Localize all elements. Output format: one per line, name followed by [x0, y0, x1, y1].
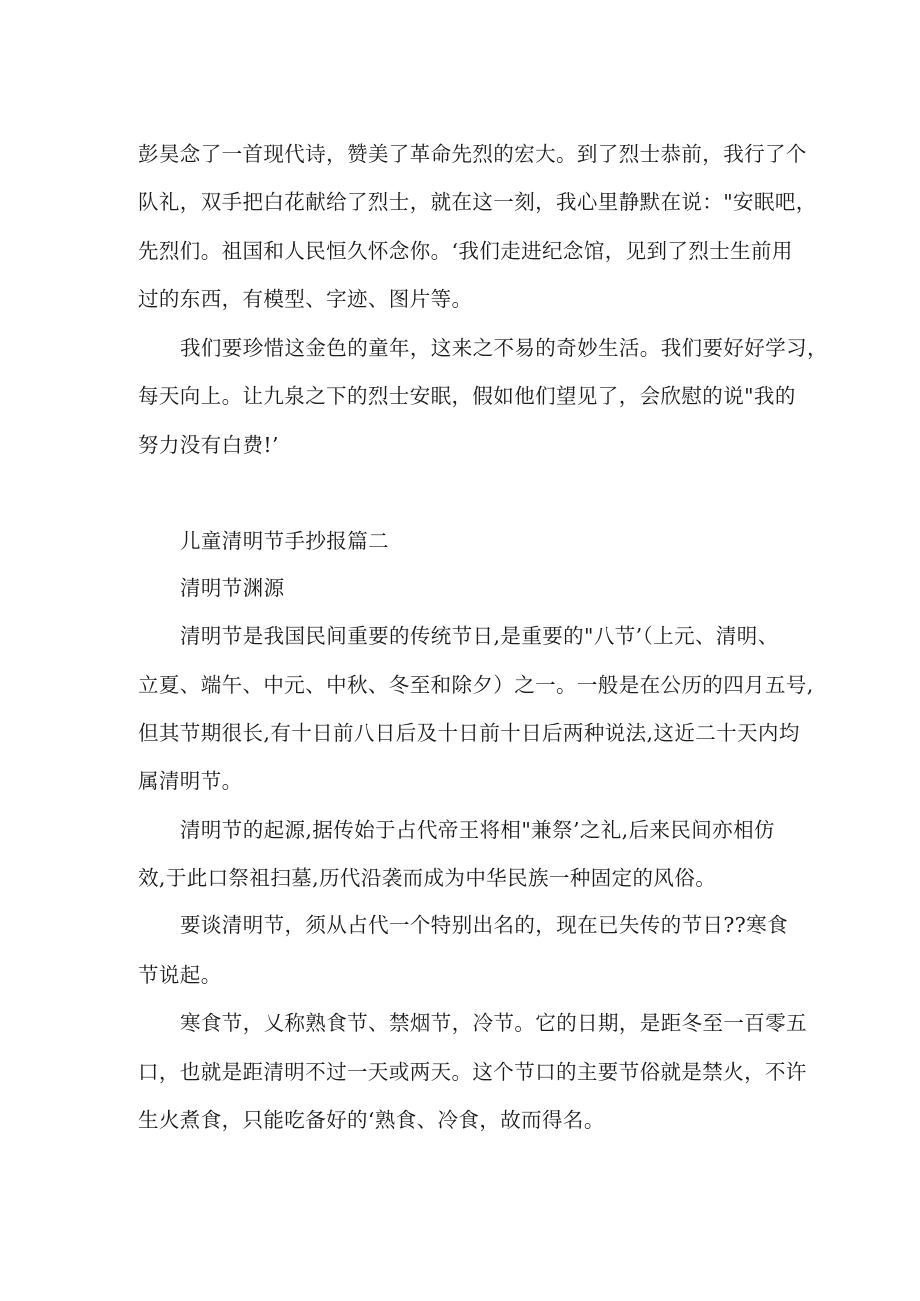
text-line: 彭昊念了一首现代诗，赞美了革命先烈的宏大。到了烈士恭前，我行了个: [138, 142, 807, 166]
text-line: 要谈清明节，须从占代一个特别出名的，现在已失传的节日??寒食: [180, 913, 788, 937]
text-line: 我们要珍惜这金色的童年，这来之不易的奇妙生活。我们要好好学习，: [180, 336, 828, 360]
text-line: 但其节期很长,有十日前八日后及十日前十日后两种说法,这近二十天内均: [138, 721, 800, 745]
text-line: 每天向上。让九泉之下的烈士安眠，假如他们望见了，会欣慰的说"我的: [138, 384, 796, 408]
text-line: 清明节的起源,据传始于占代帝王将相"兼祭’之礼,后来民间亦相仿: [180, 818, 775, 842]
text-line: 立夏、端午、中元、中秋、冬至和除夕）之一。一般是在公历的四月五号,: [138, 673, 814, 697]
section-title: 儿童清明节手抄报篇二: [180, 529, 389, 553]
text-line: 口，也就是距清明不过一天或两天。这个节口的主要节俗就是禁火，不许: [138, 1060, 807, 1084]
text-line: 效,于此口祭祖扫墓,历代沿袭而成为中华民族一种固定的风俗。: [138, 866, 717, 890]
text-line: 生火煮食，只能吃备好的‘熟食、冷食，故而得名。: [138, 1108, 605, 1132]
text-line: 过的东西，有模型、字迹、图片等。: [138, 287, 473, 311]
text-line: 努力没有白费!’: [138, 433, 279, 457]
text-line: 寒食节，乂称熟食节、禁烟节，冷节。它的日期，是距冬至一百零五: [180, 1011, 807, 1035]
text-line: 清明节是我国民间重要的传统节日,是重要的"八节’（上元、清明、: [180, 624, 779, 648]
subsection-title: 清明节渊源: [180, 576, 285, 600]
text-line: 队礼，双手把白花献给了烈士，就在这一刻，我心里静默在说："安眠吧，: [138, 190, 817, 214]
text-line: 先烈们。祖国和人民恒久怀念你。‘我们走进纪念馆，见到了烈士生前用: [138, 239, 793, 263]
text-line: 节说起。: [138, 963, 222, 987]
text-line: 属清明节。: [138, 769, 243, 793]
